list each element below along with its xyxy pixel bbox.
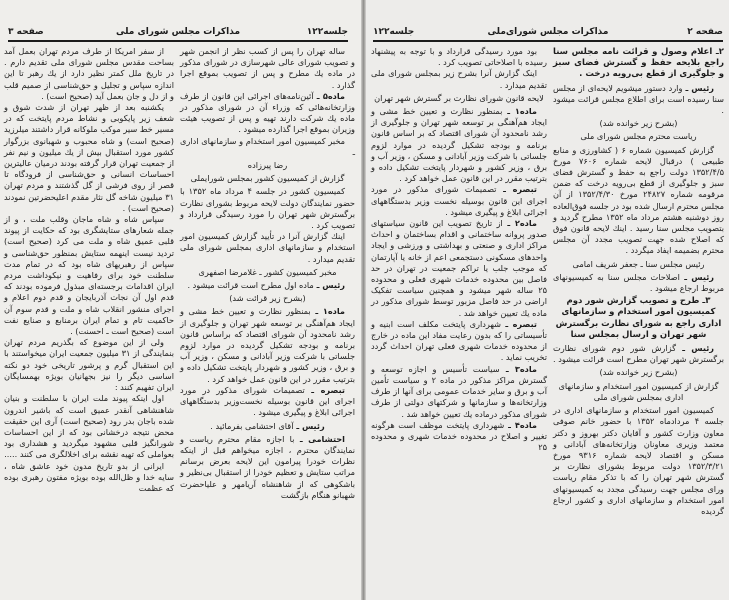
paragraph (553, 272, 724, 294)
journal-title: مذاکرات مجلس شورای ملی (115, 27, 241, 37)
paragraph-text: آئین‌نامه‌های اجرائی این قانون از طرف وزارتخانه‌هائی که وزراء آن در شورای مذکور در ماده یك شرکت دارند تهیه و پس از تصویب هیئت وزیران بموقع اجرا گذارده میشود . (180, 90, 355, 135)
paragraph (553, 145, 724, 257)
centered-line (180, 421, 355, 432)
paragraph-text: آقای احتشامی بفرمائید . (210, 420, 294, 431)
centered-line (180, 293, 355, 304)
paragraph (180, 136, 355, 158)
paragraph-text: گزارش کمیسیون شماره ۶ ( کشاورزی و منابع طبیعی ) درقبال لایحه شماره ۷۶۰۶ مورخ ۱۳۵۲/۴/۵ دولت راجع به حفظ و گسترش فضای سبز و جلوگیری از قطع بی‌رویه درخت که ضمن مرقومه شماره ۲۴۸۲۷ مورخ ۱۳۵۲/۴/۳۰ از آن مجلس محترم ارسال شده بود در جلسه فوق‌العاده روز دوشنبه هشتم مرداد ماه ۱۳۵۲ مطرح گردید و بتصویب مجلس سنا رسید . اینك لایحه قانون فوق که اصلاح شده جهت تصویب مجدد آن مجلس محترم بضمیمه ایفاد میگردد . (553, 144, 724, 256)
paragraph-text: ایرانی از بدو تاریخ مدون خود عاشق شاه ، سایه خدا و ظل‌الله بوده بویژه مفتون رهبری بوده که عظمت (4, 460, 174, 493)
paragraph (371, 184, 547, 218)
paragraph-text: بود مورد رسیدگی قرارداد و با توجه به پیشنهاد رسیده با اصلاحاتی تصویب کرد . (371, 46, 547, 68)
section-heading (553, 296, 724, 341)
paragraph-text: اول اینکه پیوند ملت ایران با سلطنت و بنیان شاهنشاهی آنقدر عمیق است که باشیر اندرون شده باجان بدر رود (صحیح است) آری این حقیقت محض نتیجه درخشانی بود که از این احساسات شورانگیز قلبی مشهود میگردید و هشداری بود بعواملی که تهیه نقشه برای اخلالگری می کنند ..... (4, 393, 174, 460)
paragraph (180, 186, 355, 231)
paragraph (180, 280, 355, 291)
journal-title: مذاکرات مجلس شورای‌ملی (487, 27, 609, 37)
paragraph-text: لایحه قانون شورای نظارت بر گسترش شهر تهران (374, 92, 544, 103)
paragraph-text: رئیس مجلس سنا ـ جعفر شریف امامی (572, 258, 705, 269)
paragraph-text: شهرداری پایتخت موظف است هرگونه تغییر و اصلاح در محدوده خدمات شهری و محدوده ۲۵ (371, 419, 547, 453)
page-header (373, 27, 723, 42)
paragraph (4, 214, 174, 337)
speaker-or-article-label: ماده۱ ـ (310, 306, 345, 317)
paragraph-text: کمیسیون امور استخدام و سازمانهای اداری در جلسه ۴ مردادماه ۱۳۵۲ با حضور خانم صوفی معاون وزارت کشور و آقایان دکتر بهروز و دکتر معتمد وزیری معاونان وزارتخانه‌های آبادانی و مسکن و اقتصاد لایحه شماره ۹۳۱۶ مورخ ۱۳۵۲/۳/۲۱ دولت مربوط بشورای نظارت بر گسترش شهر تهران را که با تذکر مقام ریاست ورای مجلس جهت رسیدگی مجدد به کمیسیونهای امور استخدام و سازمانهای اداری و کشور ارجاع گردیده (553, 405, 724, 516)
paragraph-text: وارد دستور میشویم لایحه‌ای از مجلس سنا رسیده است برای اطلاع مجلس قرائت میشود . (553, 82, 724, 116)
page-gutter (361, 0, 366, 600)
paragraph-text: گزارش از کمیسیون کشور بمجلس شورایملی (190, 173, 345, 184)
paragraph (371, 218, 547, 319)
paragraph-text: مخبر کمیسیون کشور ـ غلامرضا اصفهری (198, 266, 337, 277)
paragraph-text: ولی از این موضوع که بگذریم مردم تهران بنمایندگی از ۳۱ میلیون جمعیت ایران میخواستند با این استقبال گرم و پرشور تاریخی خود دو نکته اساسی دیگر را نیز بجهانیان بویژه بهمسایگان ایران تفهیم کنند : (4, 337, 174, 393)
centered-line (180, 160, 355, 171)
centered-line (553, 381, 724, 403)
paragraph-text: (بشرح زیر خوانده شد) (599, 118, 678, 129)
paragraph (371, 319, 547, 364)
paragraph (553, 405, 724, 517)
section-heading (553, 47, 724, 81)
paragraph-text: ۲ـ اعلام وصول و قرائت نامه مجلس سنا راجع بلایحه حفظ و گسترش فضای سبز و جلوگیری از قطع بی‌رویه درخت . (553, 47, 724, 80)
paragraph-text: یکشنبه بعد از ظهر تهران از شدت شوق و شعف زیر پایکوبی و نشاط مردم پایتخت که در مسیر خط سیر موکب ملوکانه قرار داشتند میلرزید (صحیح است) و شاه محبوب و شهبانوی بزرگوار کشور مورد استقبال بیش از یك میلیون و نیم نفر از جمعیت تهران قرار گرفته بودند درمیان عالیترین احساسات انسانی و حق‌شناسی از فرودگاه تا قصر از روی فرشی از گل گذشتند و مردم تهران ۳۱ میلیون شاخه گل نثار مقدم اعلیحضرتین نمودند (صحیح است) . (4, 102, 174, 213)
paragraph-text: بمنظور نظارت و تعیین خط مشی و ایجاد هم‌آهنگی بر توسعه شهر تهران و جلوگیری از رشد نامحدود آن شورای اقتصاد که بر اساس قانون برنامه و بودجه تشکیل گردیده در موارد لزوم جلساتی با شرکت وزیر آبادانی و مسکن ، وزیر آب و برق ، وزیر کشور و شهردار پایتخت تشکیل داده و بترتیب مقرر در این قانون عمل خواهد کرد . (371, 106, 547, 184)
centered-line (553, 367, 724, 378)
centered-line (553, 118, 724, 129)
paragraph (553, 343, 724, 365)
session-number: جلسه۱۲۲ (373, 27, 415, 37)
centered-line (180, 173, 355, 184)
text-column-right (553, 46, 724, 517)
text-column-left (4, 46, 174, 494)
text-column-left (371, 46, 547, 453)
paragraph-text: شهرداری پایتخت مکلف است ابنیه و تأسیساتی را که بدون رعایت مفاد این ماده در خارج از محدوده خدمات شهری فعلی تهران احداث گردد تخریب نماید . (371, 318, 547, 363)
paragraph (180, 434, 355, 501)
centered-line (371, 93, 547, 104)
speaker-or-article-label: ماده۳ ـ (499, 363, 537, 374)
paragraph-text: سپاس شاه و شاه ماجان وقلب ملت ، و از جمله شعارهای ستایشگری بود که حکایت از پیوند قلبی عمیق شاه و ملت می کرد (صحیح است) تردید نیست اینهمه ستایش بمنظور حق‌شناسی و سپاس از رهبریهای شاه بود که در تمام مدت سلطنت خود برای رفاهیت و نیکوداشت مردم ایران اقدامات برجسته‌ای مبذول فرموده بودند که قدم اول آن نجات آذربایجان و قدم دوم اعلام و اجرای منشور انقلاب شاه و ملت و قدم سوم آن حاکمیت تام و تمام ایران برمنابع و صنایع نفت است (صحیح است ـ احسنت) . (4, 214, 174, 337)
paragraph-text: گزارش از کمیسیون امور استخدام و سازمانهای اداری بمجلس شورای ملی (558, 380, 719, 402)
paragraph (4, 102, 174, 214)
speaker-or-article-label: ماده۴ ـ (504, 419, 538, 430)
paragraph-text: مخبر کمیسیون امور استخدام و سازمانهای اداری ـ (180, 135, 355, 157)
paragraph-text: از سفر امریکا از طرف مردم تهران بعمل آمد بساحت مقدس مجلس شورای ملی تقدیم دارم . در تاریخ ملل کمتر نظیر دارد از یك رهبر تا این اندازه سپاس و تجلیل و حق‌شناسی از صمیم قلب و از دل و جان بعمل آید (صحیح است) . (4, 46, 174, 101)
speaker-or-article-label: احتشامی ـ (294, 433, 345, 444)
session-number: جلسه۱۲۲ (306, 27, 348, 37)
speaker-or-article-label: تبصره ـ (501, 318, 537, 329)
paragraph-text: تصمیمات شورای مذکور در مورد اجرای این قانون بوسیله نخست وزیر بدستگاههای اجرائی ابلاغ و پیگیری میشود . (371, 184, 547, 217)
paragraph (371, 68, 547, 90)
paragraph (180, 231, 355, 265)
paragraph-text: بمنظور نظارت و تعیین خط مشی و ایجاد هم‌آهنگی بر توسعه شهر تهران و جلوگیری از رشد نامحدود آن شورای اقتصاد که براساس قانون برنامه و بودجه تشکیل گردیده در موارد لزوم جلساتی با شرکت وزیر آبادانی و مسکن ، وزیر آب و برق ، وزیر کشور و شهردار پایتخت تشکیل داده و بترتیب مقرر در این قانون عمل خواهد کرد . (180, 306, 355, 384)
paragraph (4, 461, 174, 495)
speaker-or-article-label: ماده۵ ـ (313, 90, 345, 101)
paragraph (553, 83, 724, 117)
speaker-or-article-label: رئیس ـ (682, 82, 714, 93)
paragraph-text: (بشرح زیر خوانده شد) (599, 367, 678, 378)
speaker-or-article-label: ماده۲ ـ (502, 218, 537, 229)
speaker-or-article-label: تبصره ـ (304, 384, 345, 395)
page-number: صفحه ۲ (687, 27, 723, 37)
paragraph (180, 91, 355, 136)
paragraph-text: اصلاحات مجلس سنا به کمیسیونهای مربوط ارجاع میشود . (553, 271, 724, 294)
paragraph (4, 46, 174, 102)
paragraph-text: کمیسیون کشور در جلسه ۴ مرداد ماه ۱۳۵۲ با حضور نمایندگان دولت لایحه مربوط بشورای نظارت برگسترش شهر تهران را مورد رسیدگی قرارداد و تصویب کرد . (180, 186, 355, 231)
paragraph (371, 106, 547, 184)
paragraph-text: اینک گزارش آنرا بشرح زیر بمجلس شورای ملی تقدیم میدارد . (371, 68, 547, 90)
paragraph-text: اینك گزارش آنرا در تأیید گزارش کمیسیون امور استخدام و سازمانهای اداری بمجلس شورای ملی تقدیم میدارد . (180, 231, 355, 264)
paragraph-text: با اجازه مقام محترم ریاست و نمایندگان محترم ، اجازه میخواهم قبل از اینکه نظرات خودرا پیرامون این لایحه بعرض برسانم مراتب ستایش و تعظیم خودرا از استقبال بی‌نظیر و باشکوهی که از شاهنشاه آریامهر و علیاحضرت شهبانو هنگام بازگشت (180, 433, 355, 500)
speaker-or-article-label: رئیس ـ (676, 343, 714, 354)
speaker-or-article-label: رئیس ـ (313, 280, 345, 291)
centered-line (553, 131, 724, 142)
page-left (0, 0, 363, 600)
paragraph-text: از تاریخ تصویب این قانون سیاستهای صدور پروانه ساختمانی و اقدام بساختمان و احداث مراکز اداری و صنعتی و بهداشتی و ورزشی و ایجاد واحدهای مسکونی دستجمعی اعم از خانه یا آپارتمان که موجب جلب یا تراکم جمعیت در تهران در حد فاصل بین محدوده خدمات شهری فعلی و محدوده ۲۵ ساله شهر میشود و همچنین سیاست تفکیک اراضی در حد فاصل مزبور توسط شورای مذکور در ماده یك تعیین خواهد شد . (371, 218, 547, 318)
speaker-or-article-label: رئیس ـ (679, 271, 714, 282)
paragraph (180, 46, 355, 91)
text-column-right (180, 46, 355, 501)
paragraph-text: ماده اول مطرح است قرائت میشود . (187, 280, 314, 291)
paragraph-text: (بشرح زیر قرائت شد) (229, 293, 306, 304)
paragraph (180, 385, 355, 419)
paragraph (180, 306, 355, 384)
paragraph (4, 337, 174, 393)
paragraph-text: رضا پیرزاده (247, 160, 288, 171)
page-right (365, 0, 729, 600)
paragraph-text: ۳ـ طرح و تصویب گزارش شور دوم کمیسیون امور استخدام و سازمانهای اداری راجع به شورای نظارت برگسترش شهر تهران و ارسال بمجلس سنا (555, 296, 722, 340)
speaker-or-article-label: رئیس ـ (293, 420, 325, 431)
speaker-or-article-label: ماده۱ ـ (502, 106, 537, 117)
page-number: صفحه ۳ (8, 27, 44, 37)
centered-line (553, 259, 724, 270)
paragraph (371, 364, 547, 420)
speaker-or-article-label: تبصره ـ (496, 184, 537, 195)
paragraph-text: سیاست تأسیس و اجازه توسعه و گسترش مراکز مذکور در ماده ۲ و سیاست تأمین آب و برق و سایر خدمات عمومی برای آنها از طرف وزارتخانه‌ها و سازمانها و شرکتهای دولتی از طرف شورای مذکور درماده یك تعیین خواهد شد . (371, 363, 547, 419)
paragraph (371, 46, 547, 68)
paragraph (371, 420, 547, 454)
page-header (8, 27, 348, 42)
paragraph-text: گزارش شور دوم شورای نظارت برگسترش شهر تهران مطرح است قرائت میشود . (553, 343, 724, 365)
paragraph (4, 393, 174, 460)
paragraph-text: ساله تهران را پس از کسب نظر از انجمن شهر و تصویب شورای عالی شهرسازی در شورای مذکور در ماده یك مطرح و پس از تصویب بموقع اجرا گذارد . (180, 46, 355, 90)
centered-line (180, 267, 355, 278)
paragraph-text: ریاست محترم مجلس شورای ملی (580, 131, 697, 142)
paragraph-text: تصمیمات شورای مذکور در مورد اجرای این قانون بوسیله نخست‌وزیر بدستگاههای اجرائی ابلاغ و پیگیری میشود . (180, 384, 355, 418)
